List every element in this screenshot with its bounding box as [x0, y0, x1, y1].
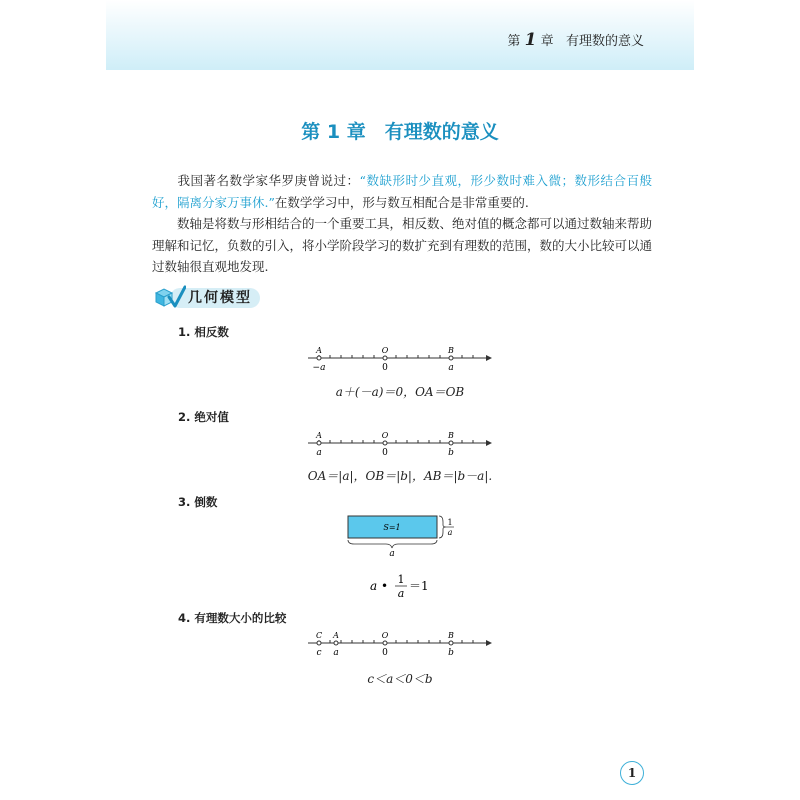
point-marker — [383, 641, 387, 645]
intro-text-2: 数轴是将数与形相结合的一个重要工具，相反数、绝对值的概念都可以通过数轴来帮助理解和记忆，负数的引入，将小学阶段学习的数扩充到有理数的范围，数的大小比较可以通过数轴很直观地发现. — [152, 216, 653, 274]
point-label-bottom: a — [316, 448, 322, 458]
point-marker — [449, 356, 453, 360]
header-chapter-suffix: 章 — [540, 34, 554, 49]
point-label-top: A — [316, 431, 322, 440]
page-number: 1 — [620, 761, 644, 785]
point-marker — [383, 441, 387, 445]
section-title-1: 1. 相反数 — [178, 325, 229, 339]
point-label-top: O — [381, 346, 389, 355]
rect-area-label: S=1 — [383, 523, 401, 532]
point-marker — [449, 441, 453, 445]
point-label-bottom: 0 — [382, 448, 388, 458]
header-chapter-num: 1 — [524, 30, 537, 50]
side-numerator: 1 — [447, 518, 453, 527]
side-denominator: a — [447, 528, 453, 537]
point-label-top: B — [448, 346, 454, 355]
number-line-4 — [300, 627, 500, 661]
header-chapter-prefix: 第 — [507, 34, 521, 49]
intro-quote: “数缺形时少直观，形少数时难入微；数形结合百般好，隔离分家万事休.” — [152, 173, 652, 210]
point-label-bottom: a — [448, 363, 454, 373]
point-label-bottom: b — [448, 448, 454, 458]
bottom-length-label: a — [389, 549, 395, 559]
section-badge — [152, 283, 264, 311]
eq-numerator: 1 — [397, 573, 405, 586]
intro-text-after: 在数学学习中，形与数互相配合是非常重要的. — [274, 194, 529, 210]
point-label-bottom: −a — [312, 363, 326, 373]
point-marker — [317, 641, 321, 645]
point-label-top: B — [448, 631, 454, 640]
eq-denominator: a — [397, 587, 405, 600]
eq-right: ＝1 — [409, 579, 429, 593]
header-chapter-title: 有理数的意义 — [565, 34, 644, 49]
header-chapter — [507, 30, 644, 50]
intro-paragraph-1 — [152, 170, 652, 213]
intro-paragraph-2 — [152, 213, 652, 278]
badge-label: 几何模型 — [188, 290, 252, 306]
point-label-bottom: c — [316, 648, 322, 658]
reciprocal-diagram — [340, 512, 470, 562]
point-label-top: O — [381, 631, 389, 640]
point-label-bottom: a — [333, 648, 339, 658]
page-title: 第 1 章 有理数的意义 — [301, 121, 499, 143]
eq-left: a • — [370, 579, 389, 593]
number-line-1 — [300, 342, 500, 376]
section-title-2: 2. 绝对值 — [178, 410, 229, 424]
point-marker — [317, 356, 321, 360]
point-marker — [317, 441, 321, 445]
reciprocal-equation — [368, 570, 438, 600]
equation-1 — [0, 383, 800, 400]
point-label-top: O — [381, 431, 389, 440]
equation-2-text: OA＝|a|，OB＝|b|，AB＝|b－a|. — [307, 469, 493, 483]
point-label-bottom: 0 — [382, 648, 388, 658]
point-label-top: A — [316, 346, 322, 355]
point-label-bottom: b — [448, 648, 454, 658]
equation-1-text: a＋(－a)＝0，OA＝OB — [335, 385, 465, 399]
page-header — [106, 0, 694, 70]
section-title-4: 4. 有理数大小的比较 — [178, 611, 287, 625]
equation-4-text: c＜a＜0＜b — [367, 672, 433, 686]
number-line-2 — [300, 427, 500, 461]
point-marker — [334, 641, 338, 645]
point-label-top: C — [315, 631, 323, 640]
point-marker — [383, 356, 387, 360]
section-title-3: 3. 倒数 — [178, 495, 218, 509]
point-label-top: A — [333, 631, 339, 640]
intro-text: 我国著名数学家华罗庚曾说过： — [177, 173, 360, 188]
equation-2 — [0, 467, 800, 484]
point-label-top: B — [448, 431, 454, 440]
equation-4 — [0, 670, 800, 687]
point-label-bottom: 0 — [382, 363, 388, 373]
check-cube-icon — [152, 285, 186, 311]
point-marker — [449, 641, 453, 645]
